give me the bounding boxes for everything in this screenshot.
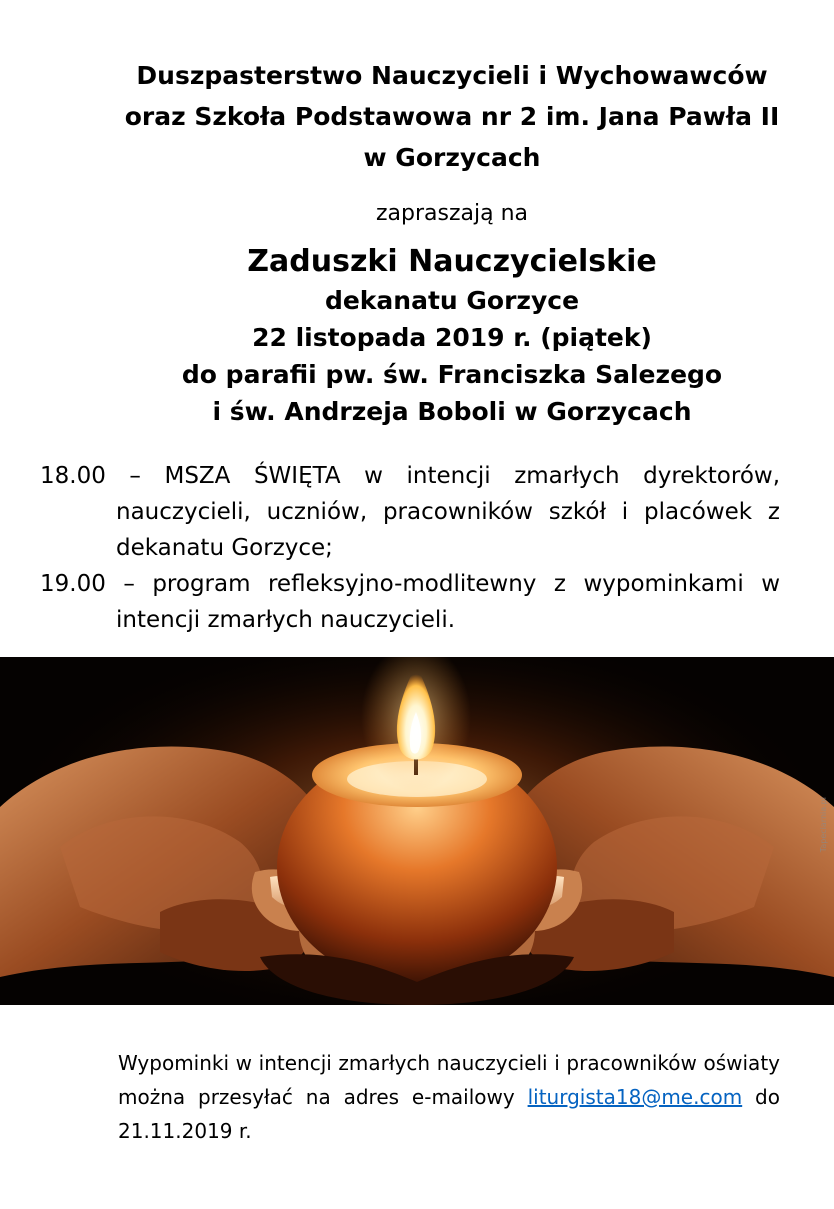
schedule-description: – program refleksyjno-modlitewny z wypominkami w intencji zmarłych nauczycieli. <box>116 571 781 633</box>
email-link[interactable]: liturgista18@me.com <box>527 1085 743 1109</box>
footer-text: Wypominki w intencji zmarłych nauczycieli i pracowników oświaty można przesyłać na adres e-mailowy <box>118 1051 780 1109</box>
organizer-line-3: w Gorzycach <box>363 143 541 172</box>
organizer-line-2: oraz Szkoła Podstawowa nr 2 im. Jana Pawła II <box>124 102 780 131</box>
invite-text: zapraszają na <box>375 201 529 226</box>
event-title: Zaduszki Nauczycielskie <box>247 244 657 279</box>
schedule-time: 18.00 <box>40 463 106 489</box>
footer-note <box>118 1046 780 1148</box>
schedule-item-mass <box>40 458 780 566</box>
event-deanery: dekanatu Gorzyce <box>324 286 580 315</box>
organizer-line-1: Duszpasterstwo Nauczycieli i Wychowawców <box>136 61 768 90</box>
schedule-item-program <box>40 566 780 638</box>
schedule <box>40 458 780 638</box>
photo-watermark: Tapeciarnia.pl <box>819 797 828 853</box>
event-date: 22 listopada 2019 r. (piątek) <box>252 323 652 352</box>
candle-in-hands-image <box>0 657 834 1005</box>
schedule-time: 19.00 <box>40 571 106 597</box>
event-parish-line-2: i św. Andrzeja Boboli w Gorzycach <box>212 397 692 426</box>
schedule-description: – MSZA ŚWIĘTA w intencji zmarłych dyrektorów, nauczycieli, uczniów, pracowników szkół i placówek z dekanatu Gorzyce; <box>116 463 781 561</box>
footer-deadline: do 21.11.2019 r. <box>118 1085 780 1143</box>
event-parish-line-1: do parafii pw. św. Franciszka Salezego <box>181 360 723 389</box>
header <box>0 55 834 430</box>
candle-photo <box>0 657 834 1005</box>
